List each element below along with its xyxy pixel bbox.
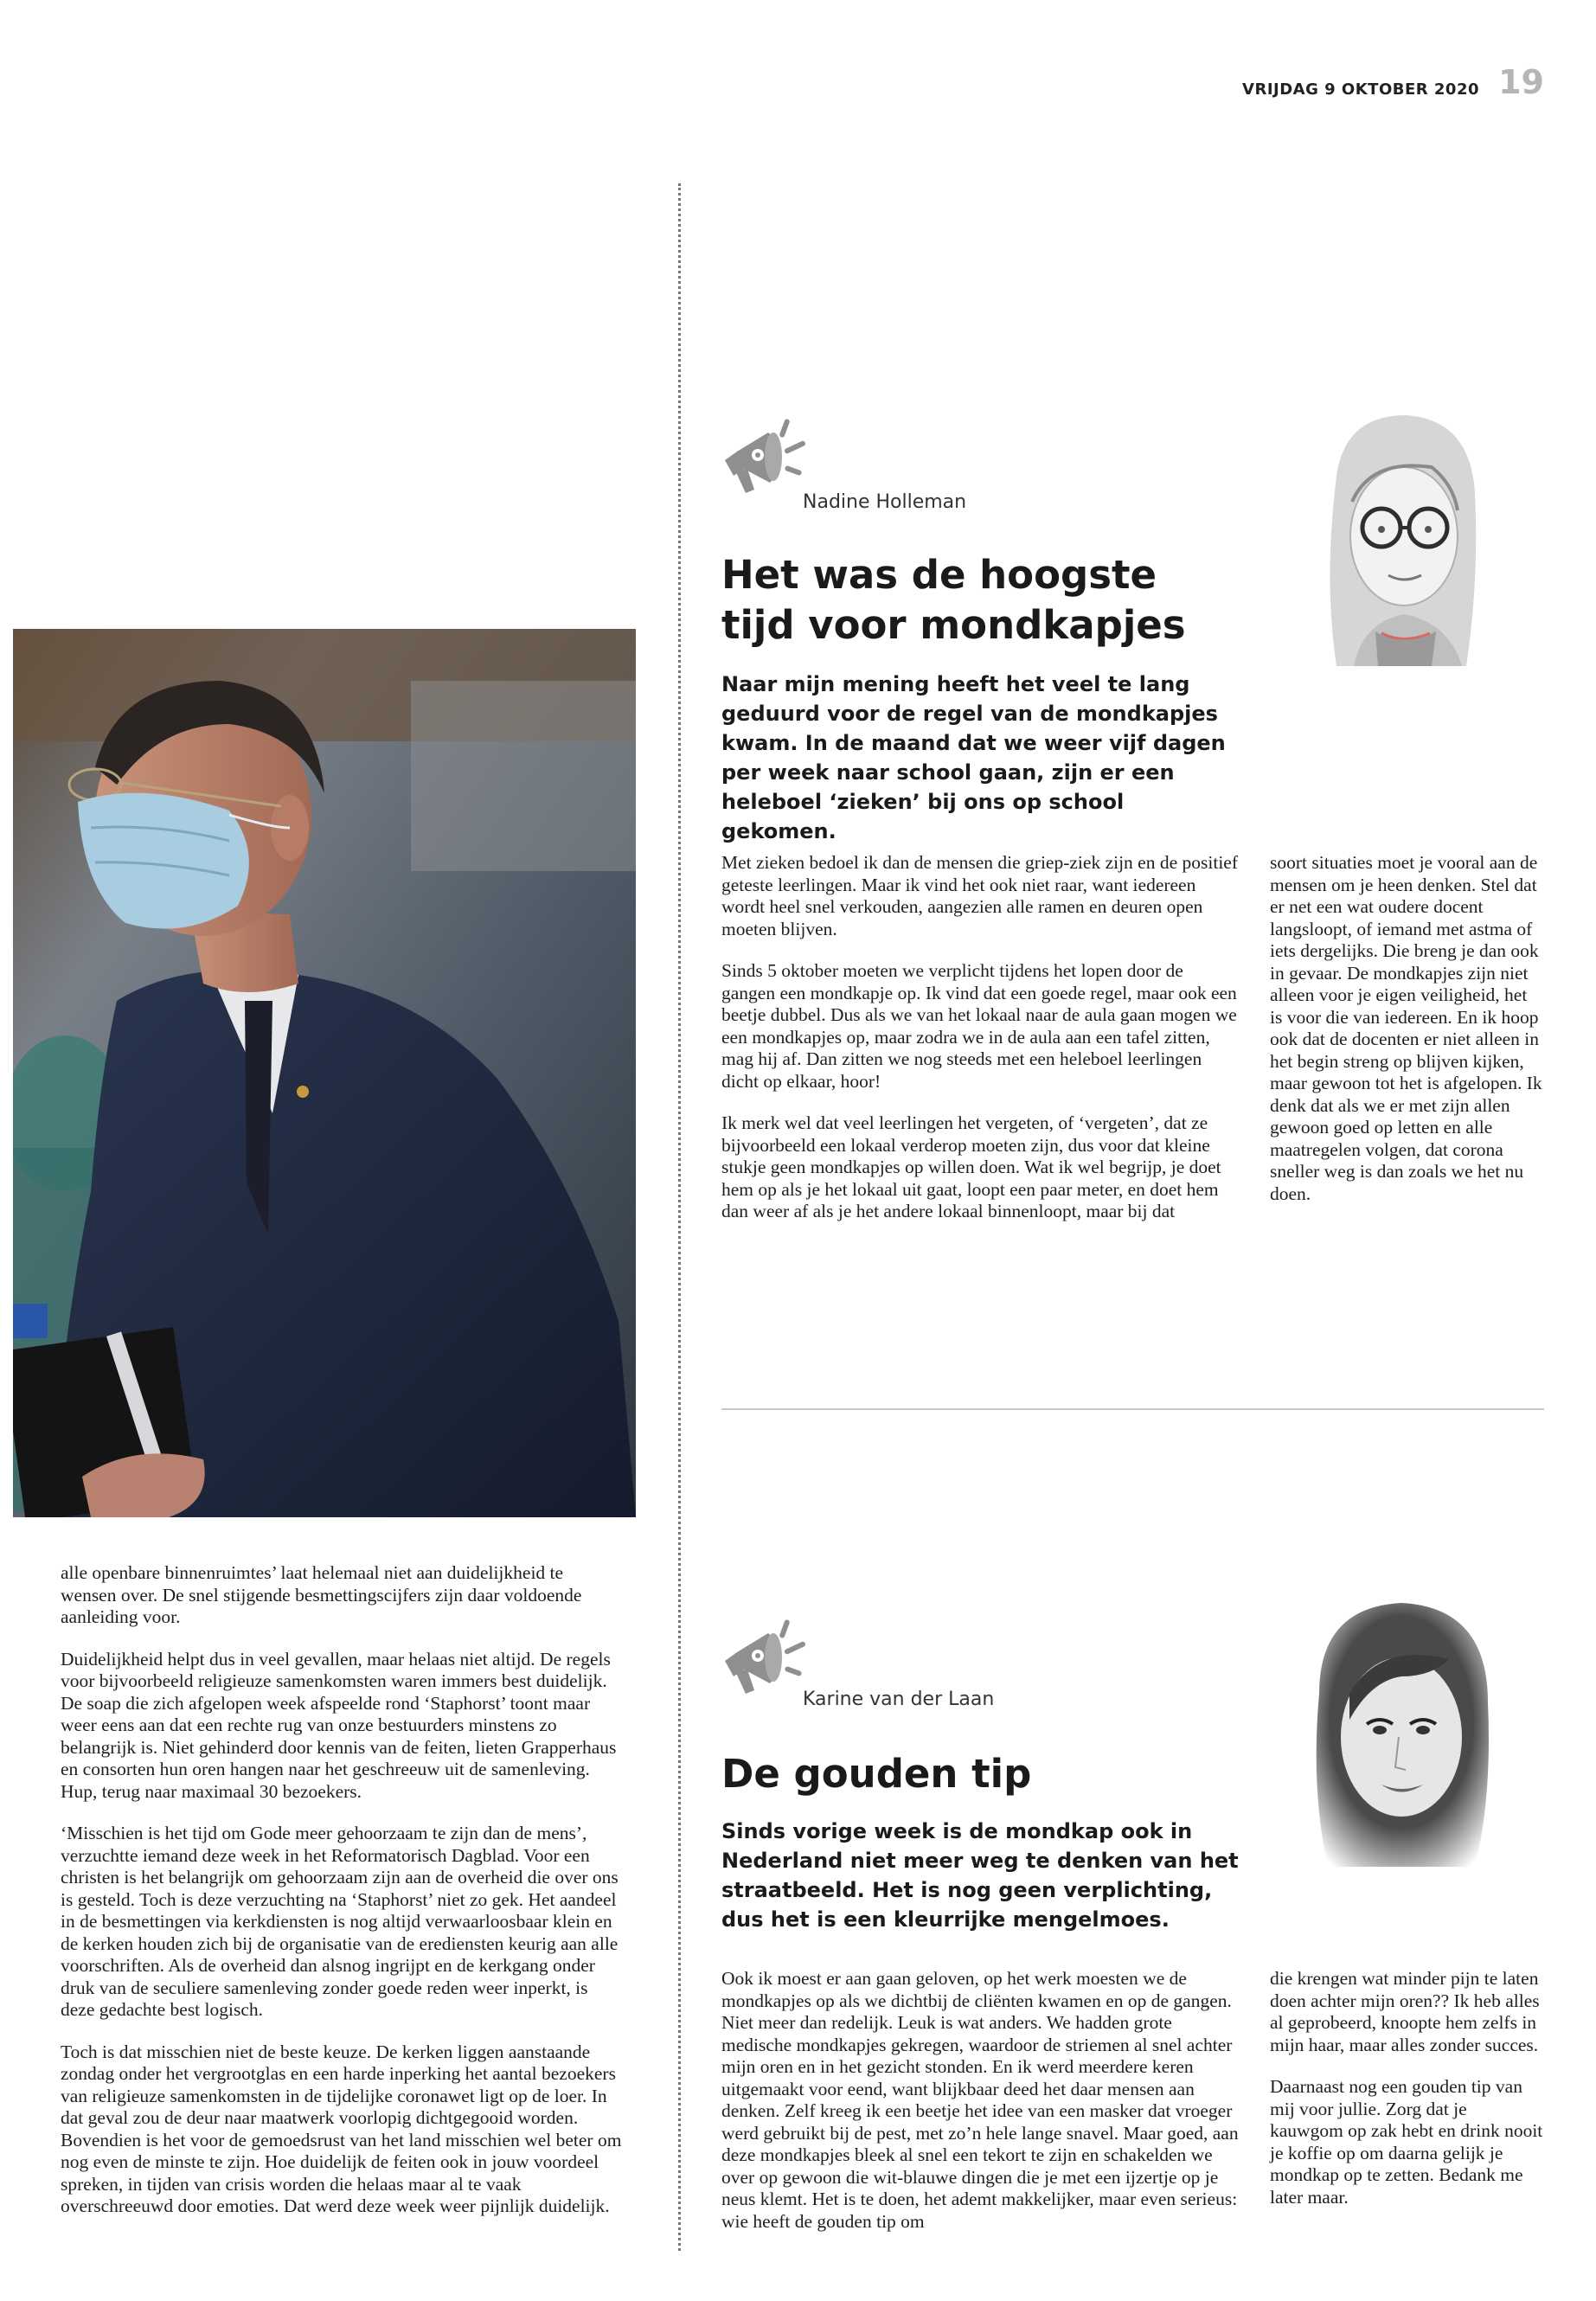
author-portrait-sketch <box>1302 407 1501 692</box>
headline <box>721 550 1258 651</box>
headline-line: tijd voor mondkapjes <box>721 602 1186 648</box>
paragraph: Toch is dat misschien niet de beste keuze. De kerken liggen aanstaande zondag onder het vergrootglas en een harde inperking het aantal bezoekers van religieuze samenkomsten in de tijdelijke coronawet ligt op de loer. In dat geval zou de deur naar maatwerk voorlopig dichtgegooid worden. Bovendien is het voor de gemoedsrust van het land misschien wel beter om nog even de minste te zijn. Hoe duidelijk de feiten ook in jouw voordeel spreken, in tijden van crisis worden die helaas maar al te vaak overschreeuwd door emoties. Dat werd deze week weer pijnlijk duidelijk. <box>61 2041 622 2216</box>
paragraph: die krengen wat minder pijn te laten doen achter mijn oren?? Ik heb alles al geprobeerd, knoopte hem zelfs in mijn haar, maar alles zonder succes. <box>1270 1968 1540 2055</box>
article-column-2 <box>1270 852 1543 1225</box>
article-column-1 <box>721 852 1240 1243</box>
author-name: Karine van der Laan <box>803 1689 995 1710</box>
article-column-1 <box>721 1968 1240 2253</box>
photo-illustration <box>13 629 636 1517</box>
person-with-face-mask-photo <box>13 629 636 1517</box>
headline: De gouden tip <box>721 1751 1032 1797</box>
paragraph: Daarnaast nog een gouden tip van mij voor jullie. Zorg dat je kauwgom op zak hebt en drink nooit je koffie op om daarna gelijk je mondkap op te zetten. Bedank me later maar. <box>1270 2076 1543 2208</box>
headline-line: Het was de hoogste <box>721 552 1157 598</box>
paragraph: ‘Misschien is het tijd om Gode meer gehoorzaam te zijn dan de mens’, verzuchtte iemand deze week in het Reformatorisch Dagblad. Voor een christen is het belangrijk om gehoorzaam zijn aan de overheid die over ons is gesteld. Toch is deze verzuchting na ‘Staphorst’ niet zo gek. Het aandeel in de besmettingen via kerkdiensten is nog altijd verwaarloosbaar klein en de kerken houden zich bij de organisatie van de erediensten keurig aan alle voorschriften. Als de overheid dan alsnog ingrijpt en de kerkgang onder druk van de seculiere samenleving zonder goede reden weer inperkt, is deze gedachte best logisch. <box>61 1823 619 2020</box>
article-column-2 <box>1270 1968 1543 2228</box>
paragraph: alle openbare binnenruimtes’ laat helemaal niet aan duidelijkheid te wensen over. De snel stijgende besmettingscijfers zijn daar voldoende aanleiding voor. <box>61 1562 582 1627</box>
page-number: 19 <box>1498 63 1544 101</box>
paragraph: soort situaties moet je vooral aan de mensen om je heen denken. Stel dat er net een wat oudere docent langsloopt, of iemand met astma of iets dergelijks. Die breng je dan ook in gevaar. De mondkapjes zijn niet alleen voor je eigen veiligheid, het is voor die van iedereen. En ik hoop ook dat de docenten er niet alleen in het begin streng op blijven kijken, maar gewoon tot het is afgelopen. Ik denk dat als we er met zijn allen gewoon goed op letten en alle maatregelen volgen, dat corona sneller weg is dan zoals we het nu doen. <box>1270 852 1542 1204</box>
issue-date: VRIJDAG 9 OKTOBER 2020 <box>1242 80 1479 99</box>
section-divider <box>721 1408 1544 1410</box>
paragraph: Ik merk wel dat veel leerlingen het vergeten, of ‘vergeten’, dat ze bijvoorbeeld een lokaal verderop moeten zijn, dus voor dat kleine stukje geen mondkapjes op willen doen. Wat ik wel begrijp, je doet hem op als je het lokaal uit gaat, loopt een paar meter, en doet hem dan weer af als je het andere lokaal binnenloopt, maar bij dat <box>721 1112 1221 1221</box>
lead-paragraph: Naar mijn mening heeft het veel te lang geduurd voor de regel van de mondkapjes kwam. In de maand dat we weer vijf dagen per week naar school gaan, zijn er een heleboel ‘zieken’ bij ons op school gekomen. <box>721 672 1226 843</box>
megaphone-icon <box>718 1607 813 1698</box>
paragraph: Ook ik moest er aan gaan geloven, op het werk moesten we de mondkapjes op als we dichtbij de cliënten kwamen en op de gangen. Niet meer dan redelijk. Leuk is wat anders. We hadden grote medische mondkapjes gekregen, waardoor de striemen al snel achter mijn oren en in het gezicht stonden. En ik werd meerdere keren uitgemaakt voor eend, want blijkbaar deed het daar mensen aan denken. Zelf kreeg ik een beetje het idee van een masker dat vroeger werd gebruikt bij de pest, met zo’n hele lange snavel. Maar goed, aan deze mondkapjes bleek al snel een tekort te zijn en schakelden we over op gewoon die wit-blauwe dingen die je met een ijzertje op je neus klemt. Het is te doen, het ademt makkelijker, maar even serieus: wie heeft de gouden tip om <box>721 1968 1239 2232</box>
paragraph: Sinds 5 oktober moeten we verplicht tijdens het lopen door de gangen een mondkapje op. Ik vind dat een goede regel, maar ook een beetje dubbel. Dus als we van het lokaal naar de aula gaan mogen we een mondkapjes op, maar zodra we in de aula aan een tafel zitten, mag hij af. Dan zitten we nog steeds met een heleboel leerlingen dicht op elkaar, hoor! <box>721 960 1237 1092</box>
column-divider-dotted <box>678 183 681 2251</box>
megaphone-icon <box>718 407 813 497</box>
left-column-text <box>61 1562 623 2238</box>
author-portrait-sketch <box>1302 1590 1501 1884</box>
paragraph: Duidelijkheid helpt dus in veel gevallen, maar helaas niet altijd. De regels voor bijvoorbeeld religieuze samenkomsten waren immers best duidelijk. De soap die zich afgelopen week afspeelde rond ‘Staphorst’ toont maar weer eens aan dat een rechte rug van onze bestuurders minstens zo belangrijk is. Niet gehinderd door kennis van de feiten, lieten Grapperhaus en consorten hun oren hangen naar het geschreeuw uit de samenleving. Hup, terug naar maximaal 30 bezoekers. <box>61 1648 617 1802</box>
lead-paragraph: Sinds vorige week is de mondkap ook in Nederland niet meer weg te denken van het straatbeeld. Het is nog geen verplichting, dus het is een kleurrijke mengelmoes. <box>721 1819 1239 1932</box>
paragraph: Met zieken bedoel ik dan de mensen die griep-ziek zijn en de positief geteste leerlingen. Maar ik vind het ook niet raar, want iedereen wordt heel snel verkouden, aangezien alle ramen en deuren open moeten blijven. <box>721 852 1239 939</box>
author-name: Nadine Holleman <box>803 491 967 513</box>
